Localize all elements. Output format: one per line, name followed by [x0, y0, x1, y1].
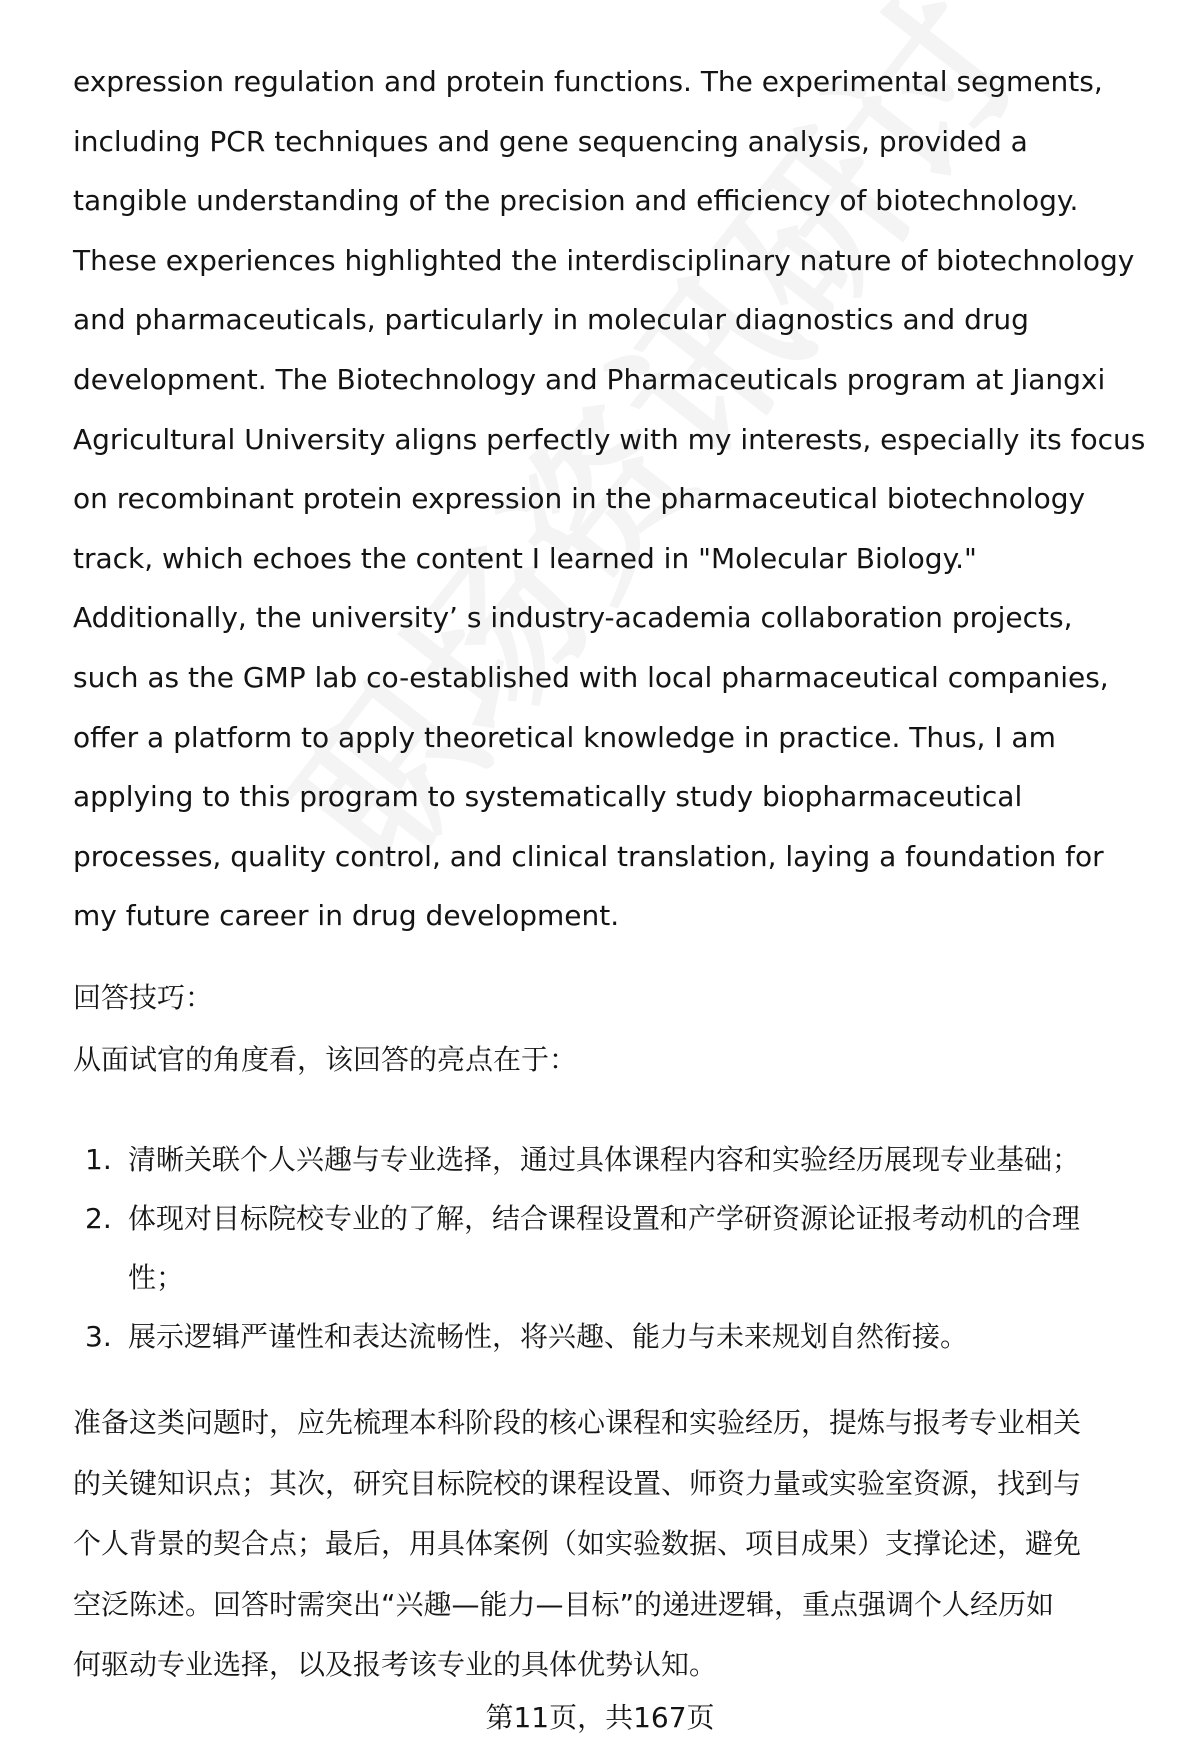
- highlights-list: [73, 1130, 1153, 1366]
- list-item-number: 3.: [85, 1320, 112, 1353]
- essay-line: development. The Biotechnology and Pharmaceuticals program at Jiangxi: [73, 362, 1106, 396]
- essay-line: my future career in drug development.: [73, 899, 620, 933]
- essay-line: applying to this program to systematically study biopharmaceutical: [73, 780, 1023, 814]
- list-item: [73, 1130, 1153, 1189]
- essay-line: on recombinant protein expression in the pharmaceutical biotechnology: [73, 482, 1086, 516]
- list-item-number: 2.: [85, 1202, 112, 1235]
- page-number: 第11页，共167页: [485, 1701, 715, 1734]
- advice-line: 的关键知识点；其次，研究目标院校的课程设置、师资力量或实验室资源，找到与: [73, 1466, 1082, 1500]
- essay-line: tangible understanding of the precision and efficiency of biotechnology.: [73, 184, 1079, 218]
- essay-line: track, which echoes the content I learned in "Molecular Biology.": [73, 541, 977, 575]
- list-item: [73, 1189, 1153, 1307]
- tips-intro: 从面试官的角度看，该回答的亮点在于：: [73, 1043, 578, 1076]
- tips-heading: 回答技巧：: [73, 981, 214, 1014]
- list-item: [73, 1307, 1153, 1366]
- essay-paragraph: [73, 52, 1153, 946]
- essay-line: processes, quality control, and clinical translation, laying a foundation for: [73, 839, 1104, 873]
- essay-line: including PCR techniques and gene sequencing analysis, provided a: [73, 124, 1028, 158]
- advice-line: 个人背景的契合点；最后，用具体案例（如实验数据、项目成果）支撑论述，避免: [73, 1527, 1082, 1560]
- essay-line: Agricultural University aligns perfectly with my interests, especially its focus: [73, 422, 1146, 456]
- list-item-text: 展示逻辑严谨性和表达流畅性，将兴趣、能力与未来规划自然衔接。: [128, 1320, 969, 1353]
- essay-line: offer a platform to apply theoretical knowledge in practice. Thus, I am: [73, 720, 1056, 754]
- essay-line: These experiences highlighted the interdisciplinary nature of biotechnology: [73, 243, 1135, 277]
- list-item-text: 体现对目标院校专业的了解，结合课程设置和产学研资源论证报考动机的合理: [128, 1202, 1081, 1235]
- essay-line: and pharmaceuticals, particularly in molecular diagnostics and drug: [73, 303, 1029, 337]
- list-item-text: 性；: [128, 1261, 185, 1294]
- essay-line: Additionally, the university’ s industry-academia collaboration projects,: [73, 601, 1073, 635]
- list-item-text: 清晰关联个人兴趣与专业选择，通过具体课程内容和实验经历展现专业基础；: [128, 1143, 1081, 1176]
- essay-line: such as the GMP lab co-established with local pharmaceutical companies,: [73, 660, 1109, 694]
- advice-line: 空泛陈述。回答时需突出“兴趣—能力—目标”的递进逻辑，重点强调个人经历如: [73, 1587, 1055, 1621]
- advice-line: 何驱动专业选择，以及报考该专业的具体优势认知。: [73, 1648, 718, 1681]
- list-item-number: 1.: [85, 1143, 112, 1176]
- advice-line: 准备这类问题时，应先梳理本科阶段的核心课程和实验经历，提炼与报考专业相关: [73, 1406, 1082, 1439]
- advice-paragraph: [73, 1393, 1153, 1696]
- essay-line: expression regulation and protein functions. The experimental segments,: [73, 65, 1103, 98]
